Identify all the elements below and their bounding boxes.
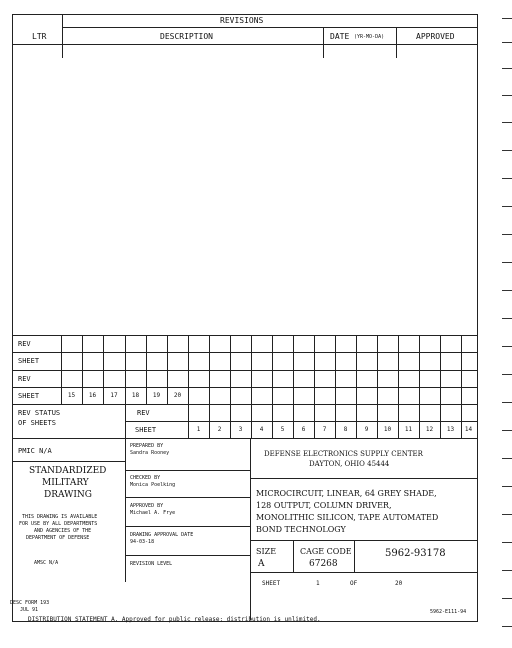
drawing-number: 5962-93178 — [385, 548, 446, 559]
size-value: A — [258, 559, 265, 569]
approved-by-name: Michael A. Frye — [130, 510, 176, 516]
lower-sheet-number: 14 — [464, 426, 473, 433]
of-label: OF — [350, 580, 358, 587]
footer-code: 5962-E111-94 — [430, 609, 467, 615]
margin-tick — [502, 95, 512, 96]
checked-rule — [125, 497, 250, 498]
upper-sheet-number: 19 — [152, 392, 161, 399]
margin-tick — [502, 542, 512, 543]
approval-date-value: 94-03-18 — [130, 539, 155, 545]
lower-sheet-label: SHEET — [135, 426, 157, 434]
avail-line-4: DEPARTMENT OF DEFENSE — [26, 535, 90, 541]
cage-divider — [354, 540, 355, 572]
lower-rev-label: REV — [137, 409, 150, 417]
revisions-title: REVISIONS — [220, 16, 264, 25]
status-rev-label-2: REV — [18, 375, 31, 383]
cage-code-value: 67268 — [309, 559, 338, 569]
status-sheet-label-2: SHEET — [18, 392, 40, 400]
desc-rule — [250, 540, 477, 541]
checked-by-label: CHECKED BY — [130, 475, 161, 481]
lower-sheet-number: 3 — [238, 426, 243, 433]
form-line-1: DESC FORM 193 — [10, 600, 50, 606]
amsc-label: AMSC N/A — [34, 560, 59, 566]
pmic-label: PMIC N/A — [18, 447, 52, 455]
desc-line-1: MICROCIRCUIT, LINEAR, 64 GREY SHADE, — [256, 489, 437, 498]
status-rule-5 — [12, 404, 477, 405]
margin-tick — [502, 374, 512, 375]
approved-by-label: APPROVED BY — [130, 503, 164, 509]
lower-sheet-number: 1 — [196, 426, 201, 433]
upper-sheet-number: 20 — [173, 392, 182, 399]
desc-line-4: BOND TECHNOLOGY — [256, 525, 346, 534]
revisions-col-date: DATE — [330, 32, 350, 41]
revisions-divider-approved — [396, 27, 397, 58]
lower-sheet-number: 13 — [446, 426, 455, 433]
margin-tick — [502, 234, 512, 235]
margin-tick — [502, 570, 512, 571]
margin-tick — [502, 626, 512, 627]
pmic-rule — [12, 461, 125, 462]
approval-date-label: DRAWING APPROVAL DATE — [130, 532, 194, 538]
revision-level-label: REVISION LEVEL — [130, 561, 173, 567]
distribution-statement: DISTRIBUTION STATEMENT A. Approved for public release; distribution is unlimited. — [28, 616, 321, 623]
std-line-1: STANDARDIZED — [29, 466, 107, 476]
form-line-2: JUL 91 — [20, 607, 39, 613]
upper-sheet-number: 17 — [110, 392, 118, 399]
revisions-divider-ltr — [62, 14, 63, 58]
center-line-1: DEFENSE ELECTRONICS SUPPLY CENTER — [264, 450, 423, 458]
lower-sheet-number: 10 — [383, 426, 392, 433]
revisions-divider-date — [323, 27, 324, 58]
margin-tick — [502, 290, 512, 291]
of-value: 20 — [395, 580, 403, 587]
desc-line-2: 128 OUTPUT, COLUMN DRIVER, — [256, 501, 392, 510]
lower-sheet-number: 12 — [425, 426, 434, 433]
size-rule — [250, 572, 477, 573]
upper-sheet-number: 16 — [88, 392, 97, 399]
checked-by-name: Monica Poelking — [130, 482, 176, 488]
std-line-2: MILITARY — [42, 478, 89, 488]
std-line-3: DRAWING — [44, 490, 92, 500]
of-sheets-label: OF SHEETS — [18, 419, 56, 427]
margin-tick — [502, 122, 512, 123]
margin-tick — [502, 262, 512, 263]
upper-sheet-number: 15 — [67, 392, 76, 399]
margin-tick — [502, 178, 512, 179]
center-rule — [250, 478, 477, 479]
prepared-by-label: PREPARED BY — [130, 443, 164, 449]
avail-line-1: THIS DRAWING IS AVAILABLE — [22, 514, 98, 520]
lower-sheet-number: 7 — [322, 426, 327, 433]
lower-sheet-number: 8 — [343, 426, 348, 433]
status-rule-7 — [12, 438, 477, 439]
margin-tick — [502, 430, 512, 431]
sheet-value: 1 — [316, 580, 320, 587]
avail-line-3: AND AGENCIES OF THE — [34, 528, 92, 534]
desc-line-3: MONOLITHIC SILICON, TAPE AUTOMATED — [256, 513, 439, 522]
margin-tick — [502, 318, 512, 319]
margin-tick — [502, 18, 512, 19]
revisions-col-description: DESCRIPTION — [160, 32, 213, 41]
revisions-col-approved: APPROVED — [416, 32, 455, 41]
revisions-col-date-format: (YR-MO-DA) — [354, 34, 385, 40]
margin-tick — [502, 68, 512, 69]
avail-line-2: FOR USE BY ALL DEPARTMENTS — [19, 521, 98, 527]
status-rev-label: REV — [18, 340, 31, 348]
approved-rule — [125, 526, 250, 527]
lower-sheet-number: 9 — [364, 426, 369, 433]
title-block-divider-mid — [250, 438, 251, 620]
rev-status-label: REV STATUS — [18, 409, 61, 417]
lower-sheet-number: 5 — [280, 426, 285, 433]
margin-tick — [502, 402, 512, 403]
prepared-by-name: Sandra Rooney — [130, 450, 170, 456]
margin-tick — [502, 346, 512, 347]
margin-tick — [502, 458, 512, 459]
upper-sheet-number: 18 — [131, 392, 140, 399]
revisions-col-ltr: LTR — [32, 32, 47, 41]
lower-sheet-number: 11 — [404, 426, 413, 433]
status-sheet-label: SHEET — [18, 357, 40, 365]
sheet-label: SHEET — [262, 580, 281, 587]
margin-tick — [502, 486, 512, 487]
revisions-title-rule — [62, 27, 477, 28]
lower-sheet-number: 4 — [259, 426, 264, 433]
size-label: SIZE — [256, 547, 277, 556]
margin-tick — [502, 206, 512, 207]
prepared-rule — [125, 470, 250, 471]
margin-tick — [502, 598, 512, 599]
margin-tick — [502, 150, 512, 151]
cage-code-label: CAGE CODE — [300, 547, 352, 556]
margin-tick — [502, 514, 512, 515]
size-divider — [293, 540, 294, 572]
approval-date-rule — [125, 555, 250, 556]
center-line-2: DAYTON, OHIO 45444 — [309, 460, 390, 468]
lower-sheet-number: 6 — [301, 426, 306, 433]
margin-tick — [502, 42, 512, 43]
title-block-divider-left — [125, 438, 126, 582]
lower-sheet-number: 2 — [217, 426, 222, 433]
revisions-header-rule — [12, 44, 477, 45]
